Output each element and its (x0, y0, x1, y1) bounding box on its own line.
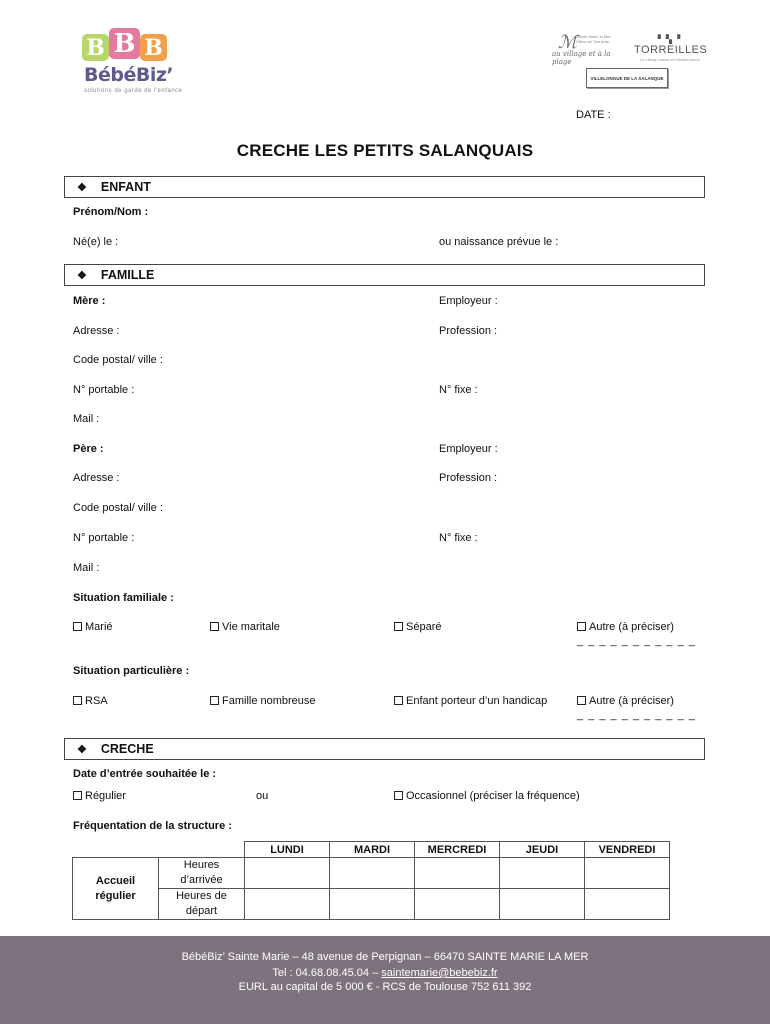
logo-block-pink: B (109, 28, 140, 59)
checkbox[interactable] (73, 791, 82, 800)
depart-label: départ (185, 905, 218, 917)
bebebiz-logo (82, 28, 192, 96)
option-rsa[interactable] (73, 695, 108, 707)
bebebiz-name: BébéBiz’ (84, 64, 174, 86)
mere-portable-label: N° portable : (73, 384, 135, 396)
heures-depart-cell (159, 889, 245, 920)
sainte-marie-text: Sainte Marie la Mer Office de Tourisme (576, 34, 611, 44)
bebebiz-tagline: solutions de garde de l'enfance (84, 88, 183, 94)
mere-code-postal-label: Code postal/ ville : (73, 354, 163, 366)
input-cell[interactable] (330, 858, 415, 889)
prenom-nom-label: Prénom/Nom : (73, 206, 149, 218)
checkbox[interactable] (394, 622, 403, 631)
villelongue-logo: VILLELONGUE DE LA SALANQUE (586, 68, 668, 88)
option-label: Occasionnel (préciser la fréquence) (406, 790, 580, 802)
day-header: VENDREDI (585, 842, 670, 858)
sainte-marie-logo (552, 30, 618, 66)
heures-label: Heures (183, 859, 220, 871)
section-enfant-title: ENFANT (100, 180, 151, 194)
page-title: CRECHE LES PETITS SALANQUAIS (236, 141, 534, 160)
option-regulier[interactable] (73, 790, 126, 802)
mere-employeur-label: Employeur : (439, 295, 498, 307)
pere-adresse-label: Adresse : (73, 472, 120, 484)
mere-adresse-label: Adresse : (73, 325, 120, 337)
regulier-label: régulier (95, 889, 136, 902)
naissance-prevue-label: ou naissance prévue le : (439, 236, 559, 248)
footer-contact (0, 967, 770, 979)
checkbox[interactable] (394, 791, 403, 800)
checkbox[interactable] (210, 622, 219, 631)
option-label: Enfant porteur d’un handicap (406, 695, 548, 707)
checkbox[interactable] (577, 696, 586, 705)
option-label: RSA (85, 695, 108, 707)
accueil-label: Accueil (95, 874, 136, 887)
mere-mail-label: Mail : (73, 413, 100, 425)
torreilles-logo (634, 36, 706, 63)
ou-label: ou (256, 790, 269, 802)
footer-legal: EURL au capital de 5 000 € - RCS de Toulouse 752 611 392 (238, 981, 532, 993)
day-header: JEUDI (500, 842, 585, 858)
torreilles-tagline: Le village nature en Méditerranée (640, 57, 700, 62)
checkbox[interactable] (577, 622, 586, 631)
input-cell[interactable] (415, 889, 500, 920)
diamond-bullet-icon: ❖ (77, 181, 87, 194)
day-header: MARDI (330, 842, 415, 858)
situation-familiale-label: Situation familiale : (73, 592, 174, 604)
table-corner (73, 842, 159, 858)
input-cell[interactable] (415, 858, 500, 889)
table-header-row (73, 842, 670, 858)
option-handicap[interactable] (394, 695, 547, 707)
option-label: Autre (à préciser) (589, 621, 674, 633)
option-autre-familiale[interactable] (577, 621, 674, 633)
heures-de-label: Heures de (176, 890, 227, 902)
checkbox[interactable] (394, 696, 403, 705)
diamond-bullet-icon: ❖ (77, 269, 87, 282)
option-separe[interactable] (394, 621, 441, 633)
option-label: Marié (85, 621, 113, 633)
input-cell[interactable] (245, 858, 330, 889)
option-label: Vie maritale (222, 621, 280, 633)
date-label: DATE : (576, 109, 611, 121)
frequentation-table (72, 841, 670, 920)
table-row-arrivee (73, 858, 670, 889)
option-autre-particuliere[interactable] (577, 695, 674, 707)
logo-block-green: B (82, 34, 109, 61)
date-entree-label: Date d’entrée souhaitée le : (73, 768, 217, 780)
pere-code-postal-label: Code postal/ ville : (73, 502, 163, 514)
footer-phone: Tel : 04.68.08.45.04 – (272, 967, 382, 979)
partner-logos (552, 30, 707, 90)
section-famille-title: FAMILLE (100, 268, 155, 282)
ne-le-label: Né(e) le : (73, 236, 119, 248)
sainte-marie-tagline: au village et à la plage (552, 50, 611, 66)
footer-address: BébéBiz’ Sainte Marie – 48 avenue de Perpignan – 66470 SAINTE MARIE LA MER (181, 951, 589, 963)
torreilles-crown-icon: ▘▚▝ (657, 35, 683, 44)
autre-familiale-blank[interactable]: _ _ _ _ _ _ _ _ _ _ _ (577, 635, 696, 647)
diamond-bullet-icon: ❖ (77, 743, 87, 756)
mere-label: Mère : (73, 295, 106, 307)
accueil-regulier-cell (73, 858, 159, 920)
option-label: Famille nombreuse (222, 695, 316, 707)
autre-particuliere-blank[interactable]: _ _ _ _ _ _ _ _ _ _ _ (577, 709, 696, 721)
heures-arrivee-cell (159, 858, 245, 889)
pere-mail-label: Mail : (73, 562, 100, 574)
section-famille (64, 264, 705, 286)
footer-email-link[interactable]: saintemarie@bebebiz.fr (381, 967, 498, 979)
arrivee-label: d’arrivée (180, 874, 223, 886)
day-header: MERCREDI (415, 842, 500, 858)
mere-profession-label: Profession : (439, 325, 498, 337)
option-marie[interactable] (73, 621, 113, 633)
option-famille-nombreuse[interactable] (210, 695, 316, 707)
footer (0, 936, 770, 1024)
checkbox[interactable] (73, 696, 82, 705)
pere-label: Père : (73, 443, 104, 455)
option-label: Régulier (85, 790, 126, 802)
sainte-marie-mark: ℳ (558, 32, 578, 53)
section-enfant (64, 176, 705, 198)
input-cell[interactable] (585, 858, 670, 889)
option-label: Séparé (406, 621, 442, 633)
input-cell[interactable] (500, 858, 585, 889)
pere-employeur-label: Employeur : (439, 443, 498, 455)
option-occasionnel[interactable] (394, 790, 580, 802)
checkbox[interactable] (210, 696, 219, 705)
section-creche (64, 738, 705, 760)
section-creche-title: CRECHE (100, 742, 154, 756)
input-cell[interactable] (585, 889, 670, 920)
pere-profession-label: Profession : (439, 472, 498, 484)
mere-fixe-label: N° fixe : (439, 384, 478, 396)
situation-particuliere-label: Situation particulière : (73, 665, 190, 677)
input-cell[interactable] (500, 889, 585, 920)
logo-blocks (82, 28, 167, 61)
checkbox[interactable] (73, 622, 82, 631)
table-row-depart (73, 889, 670, 920)
input-cell[interactable] (245, 889, 330, 920)
logo-block-orange: B (140, 34, 167, 61)
torreilles-name: TORREILLES (634, 44, 708, 56)
frequentation-label: Fréquentation de la structure : (73, 820, 232, 832)
pere-fixe-label: N° fixe : (439, 532, 478, 544)
table-corner (159, 842, 245, 858)
option-label: Autre (à préciser) (589, 695, 674, 707)
input-cell[interactable] (330, 889, 415, 920)
day-header: LUNDI (245, 842, 330, 858)
option-vie-maritale[interactable] (210, 621, 280, 633)
pere-portable-label: N° portable : (73, 532, 135, 544)
